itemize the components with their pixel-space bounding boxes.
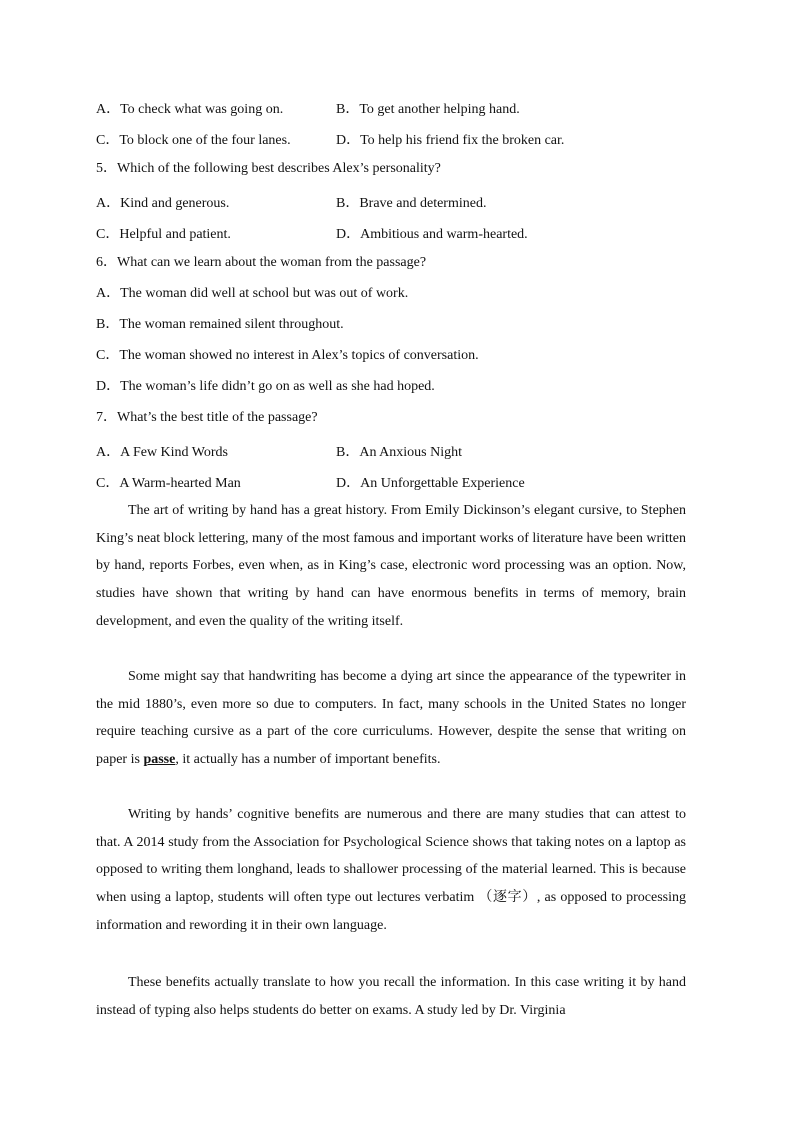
q7-option-c: C．A Warm-hearted Man xyxy=(96,476,241,491)
q6-option-d: D．The woman’s life didn’t go on as well as she had hoped. xyxy=(96,379,435,394)
paragraph-2-text-before: Some might say that handwriting has become a dying art since the appearance of the typewriter in the mid 1880’s, even more so due to computers. In fact, many schools in the United States no longer require teaching cursive as a part of the core curriculums. However, despite the sense that writing on paper is xyxy=(96,669,686,768)
q4-option-b: B．To get another helping hand. xyxy=(336,102,520,117)
paragraph-2-text-after: , it actually has a number of important benefits. xyxy=(175,752,441,768)
q6-question: 6．What can we learn about the woman from the passage? xyxy=(96,255,427,270)
q7-option-d: D．An Unforgettable Experience xyxy=(336,476,525,491)
q7-question: 7．What’s the best title of the passage? xyxy=(96,410,318,425)
q5-option-b: B．Brave and determined. xyxy=(336,196,487,211)
q5-option-c: C．Helpful and patient. xyxy=(96,227,231,242)
q5-option-a: A．Kind and generous. xyxy=(96,196,230,211)
q6-option-b: B．The woman remained silent throughout. xyxy=(96,317,344,332)
q7-option-b: B．An Anxious Night xyxy=(336,445,463,460)
passage-paragraph-1: The art of writing by hand has a great history. From Emily Dickinson’s elegant cursive, to Stephen King’s neat block lettering, many of the most famous and important works of literature have been written by hand, reports Forbes, even when, as in King’s case, electronic word processing was an option. Now, studies have shown that writing by hand can have enormous benefits in terms of memory, brain development, and even the quality of the writing itself. xyxy=(96,503,686,629)
passage-paragraph-3: Writing by hands’ cognitive benefits are numerous and there are many studies that can attest to that. A 2014 study from the Association for Psychological Science shows that taking notes on a laptop as opposed to writing them longhand, leads to shallower processing of the material learned. This is because when using a laptop, students will often type out lectures verbatim （逐字）, as opposed to processing information and rewording it in their own language. xyxy=(96,807,686,933)
q6-option-a: A．The woman did well at school but was out of work. xyxy=(96,286,409,301)
q5-option-d: D．Ambitious and warm-hearted. xyxy=(336,227,528,242)
q4-option-d: D．To help his friend fix the broken car. xyxy=(336,133,565,148)
q6-option-c: C．The woman showed no interest in Alex’s topics of conversation. xyxy=(96,348,479,363)
q4-option-a: A．To check what was going on. xyxy=(96,102,284,117)
q4-option-c: C．To block one of the four lanes. xyxy=(96,133,291,148)
q5-question: 5．Which of the following best describes Alex’s personality? xyxy=(96,161,441,176)
q7-option-a: A．A Few Kind Words xyxy=(96,445,229,460)
highlighted-word-passe: passe xyxy=(143,752,176,768)
passage-paragraph-4: These benefits actually translate to how you recall the information. In this case writing it by hand instead of typing also helps students do better on exams. A study led by Dr. Virginia xyxy=(96,975,686,1018)
passage-paragraph-2 xyxy=(96,663,686,774)
